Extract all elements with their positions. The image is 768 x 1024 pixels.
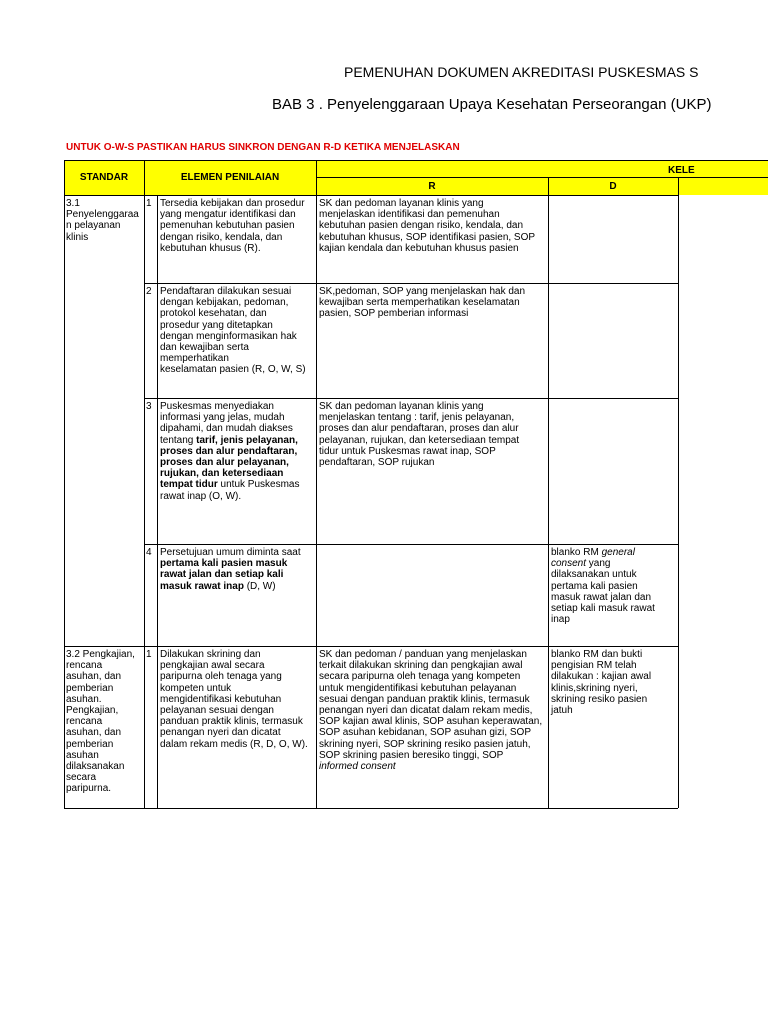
d-text: blanko RM [551,547,602,558]
row-number: 1 [146,649,152,660]
elemen-tail-text: untuk Puskesmas rawat inap (O, W). [160,479,300,502]
header-elemen-penilaian: ELEMEN PENILAIAN [180,172,280,183]
grid-line [64,160,768,161]
r-cell: SK dan pedoman layanan klinis yang menjelaskan tentang : tarif, jenis pelayanan, proses dan alur pendaftaran, proses dan alur pelayanan, rujukan, dan ketersediaan tempat tidur untuk Puskesmas rawat inap, SOP pendaftaran, SOP rujukan [319,401,520,469]
elemen-text: Puskesmas menyediakan informasi yang jelas, mudah dipahami, dan mudah diakses tentang [160,401,293,446]
elemen-cell: Pendaftaran dilakukan sesuai dengan kebijakan, pedoman, protokol kesehatan, dan prosedur yang ditetapkan dengan menginformasikan hak dan kewajiban serta memperhatikan keselamatan pasien (R, O, W, S) [160,286,306,376]
grid-line [157,195,158,808]
header-col-r: R [428,181,436,192]
document-title: PEMENUHAN DOKUMEN AKREDITASI PUSKESMAS S [344,64,699,80]
r-cell: SK,pedoman, SOP yang menjelaskan hak dan kewajiban serta memperhatikan keselamatan pasien, SOP pemberian informasi [319,286,526,320]
elemen-tail-text: (D, W) [243,580,276,592]
grid-line [144,160,145,808]
grid-line [64,160,65,808]
grid-line [316,177,768,178]
d-cell: blanko RM dan bukti pengisian RM telah dilakukan : kajian awal klinis,skrining nyeri, skrining resiko pasien jatuh [551,649,652,717]
grid-line [678,177,679,808]
r-cell: SK dan pedoman layanan klinis yang menjelaskan identifikasi dan pemenuhan kebutuhan pasien dengan risiko, kendala, dan kebutuhan khusus, SOP identifikasi pasien, SOP kajian kendala dan kebutuhan khusus pasien [319,198,536,254]
elemen-cell [160,401,318,502]
elemen-cell [160,547,318,592]
elemen-bold-text: pertama kali pasien masuk rawat jalan dan setiap kali masuk rawat inap [160,558,288,592]
d-tail-text: yang dilaksanakan untuk pertama kali pasien masuk rawat jalan dan setiap kali masuk rawat inap [551,558,655,626]
grid-line [144,544,678,545]
grid-line [144,283,678,284]
elemen-bold-text: tarif, jenis pelayanan, proses dan alur pendaftaran, proses dan alur pelayanan, rujukan, dan ketersediaan tempat tidur [160,434,298,491]
r-italic-text: informed consent [319,761,396,773]
header-col-d: D [609,181,617,192]
instruction-note: UNTUK O-W-S PASTIKAN HARUS SINKRON DENGAN R-D KETIKA MENJELASKAN [66,142,460,153]
standar-cell: 3.1 Penyelenggaraa n pelayanan klinis [66,198,139,243]
header-standar: STANDAR [79,172,129,183]
row-number: 4 [146,547,152,558]
header-kelengkapan: KELE [668,165,695,176]
r-cell [319,649,547,772]
elemen-text: Persetujuan umum diminta saat [160,547,301,558]
d-italic-text: general consent [551,547,635,570]
standar-cell: 3.2 Pengkajian, rencana asuhan, dan pemberian asuhan. Pengkajian, rencana asuhan, dan pemberian asuhan dilaksanakan secara paripurna. [66,649,135,795]
row-number: 2 [146,286,152,297]
grid-line [144,398,678,399]
d-cell [551,547,677,625]
row-number: 3 [146,401,152,412]
elemen-cell: Dilakukan skrining dan pengkajian awal secara paripurna oleh tenaga yang kompeten untuk mengidentifikasi kebutuhan pelayanan sesuai dengan panduan praktik klinis, termasuk penangan nyeri dan dicatat dalam rekam medis (R, D, O, W). [160,649,308,750]
r-text: SK dan pedoman / panduan yang menjelaskan terkait dilakukan skrining dan pengkajian awal secara paripurna oleh tenaga yang kompeten untuk mengidentifikasi kebutuhan pelayanan sesuai dengan panduan praktik klinis, termasuk penangan nyeri dan dicatat dalam rekam medis, SOP kajian awal klinis, SOP asuhan keperawatan, SOP asuhan kebidanan, SOP asuhan gizi, SOP skrining nyeri, SOP skrining resiko pasien jatuh, SOP skrining pasien beresiko tinggi, SOP [319,649,543,761]
elemen-cell: Tersedia kebijakan dan prosedur yang mengatur identifikasi dan pemenuhan kebutuhan pasien dengan risiko, kendala, dan kebutuhan khusus (R). [160,198,305,254]
grid-line [64,808,678,809]
grid-line [548,177,549,808]
row-number: 1 [146,198,152,209]
chapter-title: BAB 3 . Penyelenggaraan Upaya Kesehatan Perseorangan (UKP) [272,96,712,113]
